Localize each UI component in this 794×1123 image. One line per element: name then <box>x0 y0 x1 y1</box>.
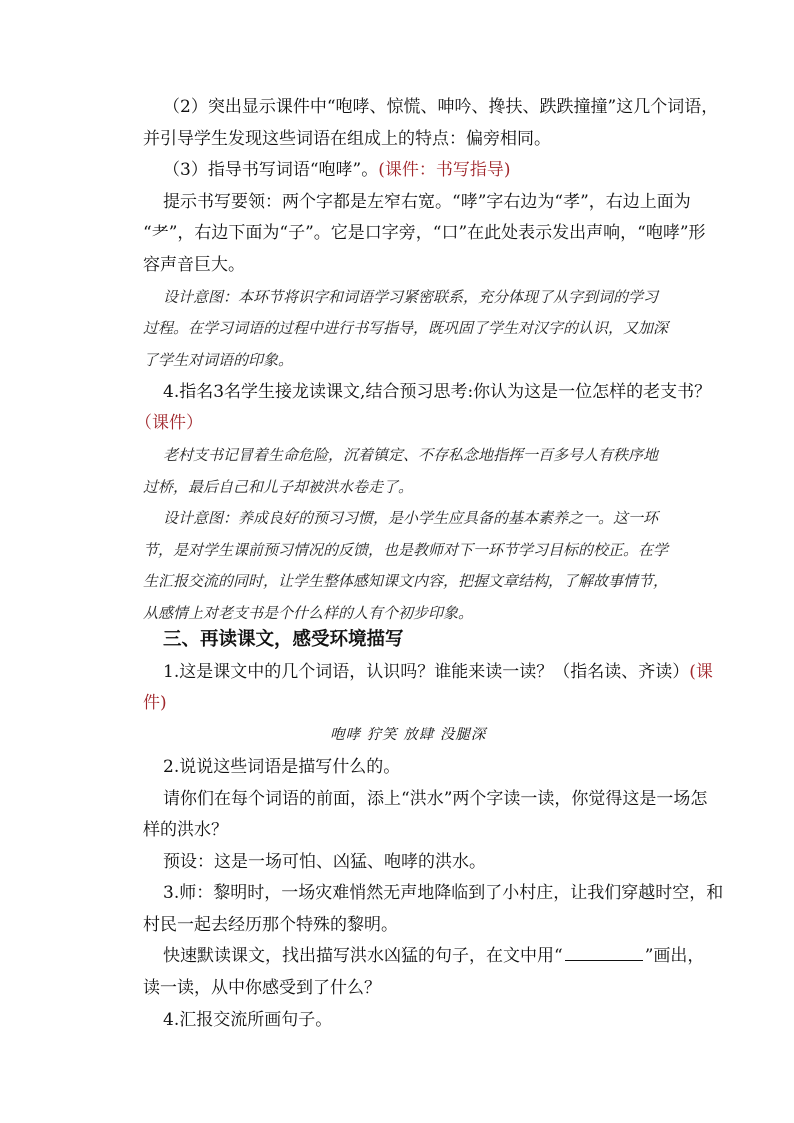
paragraph-line: 2.说说这些词语是描写什么的。 <box>163 757 401 777</box>
paragraph-line: 并引导学生发现这些词语在组成上的特点：偏旁相同。 <box>143 129 551 149</box>
paragraph-line <box>163 660 713 684</box>
paragraph-line: 预设：这是一场可怕、凶猛、咆哮的洪水。 <box>163 852 486 872</box>
courseware-note: （课件） <box>135 413 203 433</box>
courseware-note: (课件：书写指导) <box>378 160 511 180</box>
paragraph-line: 4.指名3名学生接龙读课文,结合预习思考:你认为这是一位怎样的老支书？ <box>163 382 712 402</box>
section-heading: 三、再读课文，感受环境描写 <box>163 629 404 650</box>
paragraph-line: 读一读，从中你感受到了什么？ <box>143 978 381 998</box>
paragraph-line: 容声音巨大。 <box>143 255 245 275</box>
paragraph-line <box>163 158 510 182</box>
text-span: ”画出， <box>644 946 705 966</box>
underline-blank <box>565 944 643 961</box>
paragraph-line: 提示书写要领：两个字都是左窄右宽。“哮”字右边为“孝”，右边上面为 <box>163 192 691 212</box>
design-intent-line: 设计意图：本环节将识字和词语学习紧密联系，充分体现了从字到词的学习 <box>163 288 659 306</box>
paragraph-line: 样的洪水？ <box>143 820 228 840</box>
design-intent-line: 生汇报交流的同时，让学生整体感知课文内容，把握文章结构，了解故事情节， <box>143 572 669 590</box>
courseware-note: (课 <box>689 662 713 682</box>
paragraph-line: 3.师：黎明时，一场灾难悄然无声地降临到了小村庄，让我们穿越时空，和 <box>163 883 724 903</box>
answer-line: 过桥，最后自己和儿子却被洪水卷走了。 <box>143 478 414 496</box>
design-intent-line: 过程。在学习词语的过程中进行书写指导，既巩固了学生对汉字的认识，又加深 <box>143 319 669 337</box>
paragraph-line: 村民一起去经历那个特殊的黎明。 <box>143 915 398 935</box>
design-intent-line: 了学生对词语的印象。 <box>143 351 294 369</box>
design-intent-line: 从感情上对老支书是个什么样的人有个初步印象。 <box>143 604 474 622</box>
answer-line: 老村支书记冒着生命危险，沉着镇定、不存私念地指挥一百多号人有秩序地 <box>163 446 659 464</box>
paragraph-line: 4.汇报交流所画句子。 <box>163 1010 333 1030</box>
text-span: 快速默读课文，找出描写洪水凶猛的句子，在文中用“ <box>163 946 563 966</box>
courseware-note: 件) <box>143 693 167 713</box>
design-intent-line: 节，是对学生课前预习情况的反馈，也是教师对下一环节学习目标的校正。在学 <box>143 541 669 559</box>
paragraph-line: “耂”，右边下面为“子”。它是口字旁，“口”在此处表示发出声响，“咆哮”形 <box>143 223 706 243</box>
paragraph-line: （2）突出显示课件中“咆哮、惊慌、呻吟、搀扶、跌跌撞撞”这几个词语， <box>163 97 719 117</box>
design-intent-line: 设计意图：养成良好的预习习惯，是小学生应具备的基本素养之一。这一环 <box>163 509 659 527</box>
paragraph-line: 请你们在每个词语的前面，添上“洪水”两个字读一读，你觉得这是一场怎 <box>163 789 708 809</box>
text-span: 1.这是课文中的几个词语，认识吗？谁能来读一读？（指名读、齐读） <box>163 662 690 682</box>
paragraph-line <box>163 944 704 968</box>
vocabulary-words: 咆哮 狞笑 放肆 没腿深 <box>330 727 487 743</box>
text-span: （3）指导书写词语“咆哮”。 <box>163 160 379 180</box>
